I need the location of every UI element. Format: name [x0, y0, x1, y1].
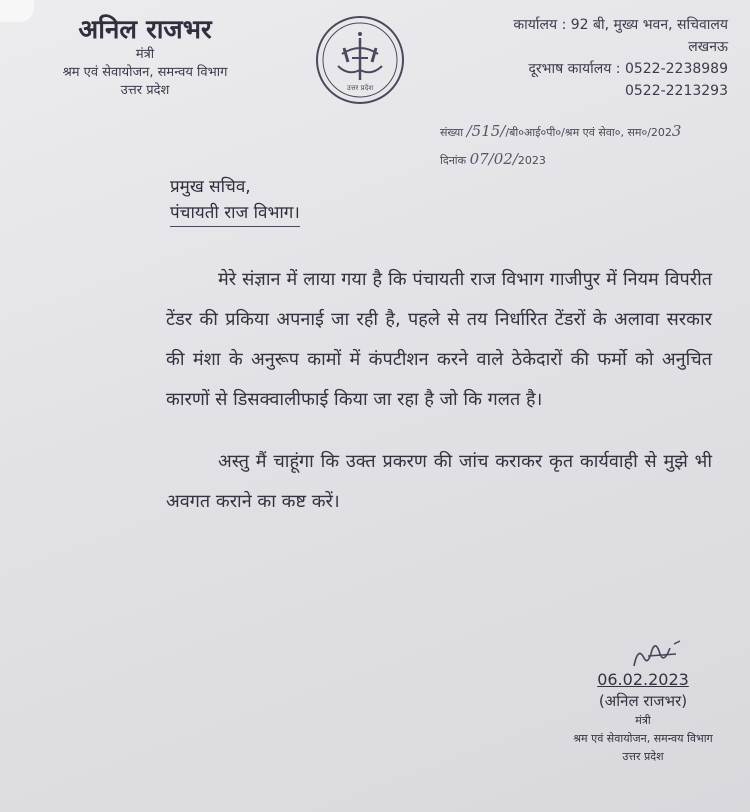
signatory-name: (अनिल राजभर)	[598, 692, 688, 710]
emblem-caption: उत्तर प्रदेश	[346, 84, 374, 92]
signature-block	[548, 636, 738, 766]
handwritten-signature-icon	[548, 636, 738, 670]
addressee-title: प्रमुख सचिव,	[170, 177, 251, 197]
signature-date: 06.02.2023	[597, 670, 689, 689]
reference-number-value: /515/	[466, 122, 506, 140]
reference-date-value: 07/02/	[469, 150, 518, 168]
letterhead-left	[20, 14, 270, 100]
minister-name: अनिल राजभर	[78, 15, 212, 45]
office-city: लखनऊ	[688, 39, 728, 55]
office-phone-1: दूरभाष कार्यालय : 0522-2238989	[528, 61, 728, 77]
office-address: कार्यालय : 92 बी, मुख्य भवन, सचिवालय	[513, 17, 728, 33]
minister-designation: मंत्री	[135, 47, 155, 62]
body-paragraph-1: मेरे संज्ञान में लाया गया है कि पंचायती राज विभाग गाजीपुर में नियम विपरीत टेंडर की प्रकिया अपनाई जा रही है, पहले से तय निर्धारित टेंडरों के अलावा सरकार की मंशा के अनुरूप कामों में कंपटीशन करने वाले ठेकेदारों की फर्मो को अनुचित कारणों से डिसक्वालीफाई किया जा रहा है जो कि गलत है।	[166, 269, 712, 410]
reference-date-year: 2023	[517, 154, 546, 167]
signatory-department: श्रम एवं सेवायोजन, समन्वय विभाग	[573, 732, 713, 745]
reference-number-label: संख्या	[440, 126, 464, 139]
signatory-designation: मंत्री	[635, 714, 651, 727]
letter-body	[166, 260, 712, 544]
letterhead-right	[408, 14, 728, 102]
reference-number	[440, 118, 681, 146]
reference-date	[440, 146, 681, 174]
minister-department: श्रम एवं सेवायोजन, समन्वय विभाग	[62, 65, 228, 80]
reference-block	[440, 118, 681, 174]
minister-state: उत्तर प्रदेश	[120, 83, 170, 98]
reference-number-suffix: /बी०आई०पी०/श्रम एवं सेवा०, सम०/202	[505, 126, 672, 139]
body-paragraph-2: अस्तु मैं चाहूंगा कि उक्त प्रकरण की जांच कराकर कृत कार्यवाही से मुझे भी अवगत कराने का कष्ट करें।	[166, 451, 712, 512]
office-phone-2: 0522-2213293	[624, 83, 728, 99]
signatory-state: उत्तर प्रदेश	[622, 750, 664, 763]
addressee-department: पंचायती राज विभाग।	[170, 200, 300, 227]
addressee-block	[170, 174, 300, 227]
reference-number-year: 3	[671, 122, 682, 140]
reference-date-label: दिनांक	[440, 154, 467, 167]
